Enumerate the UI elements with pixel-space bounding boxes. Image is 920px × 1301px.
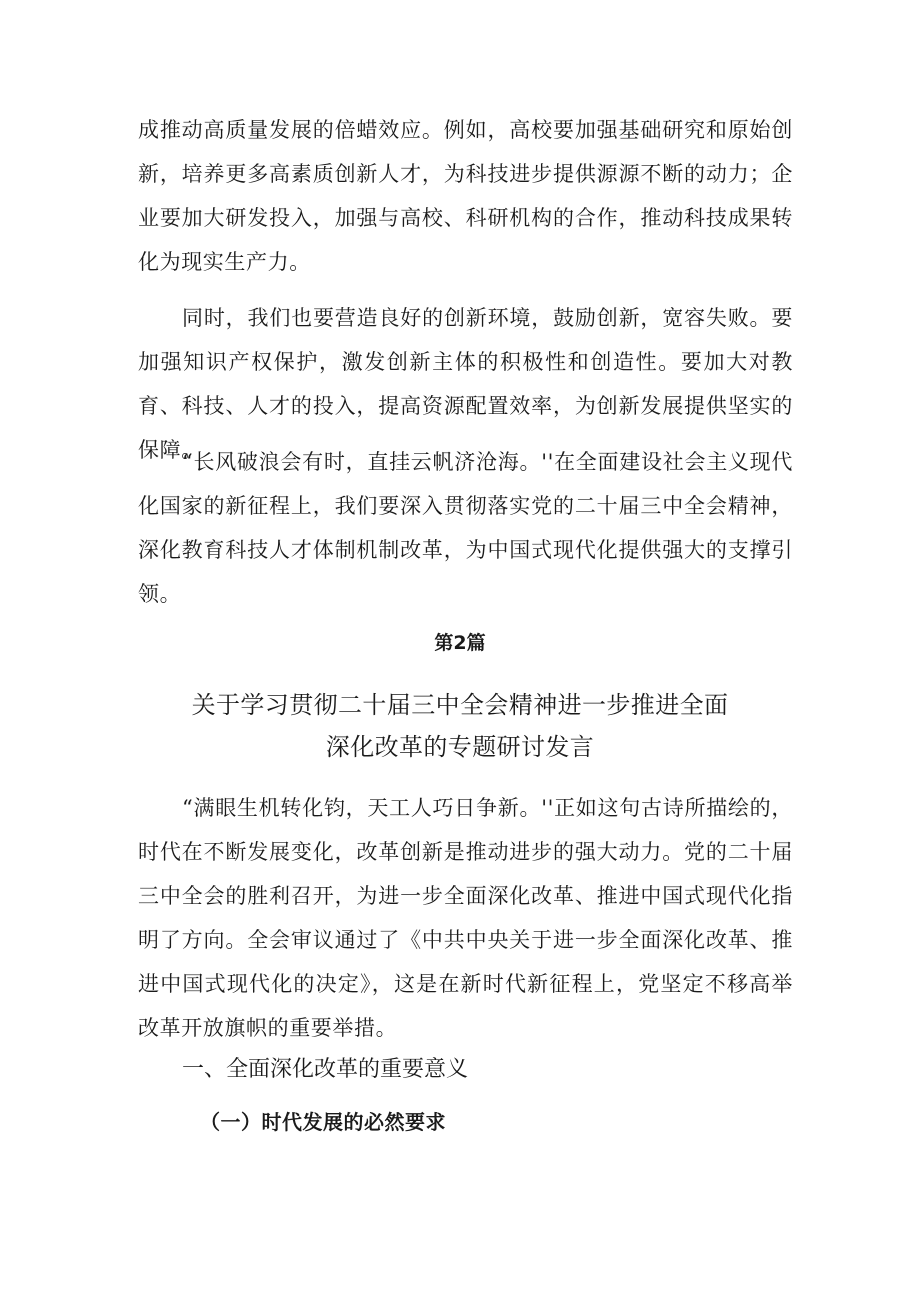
paragraph-continued: 成推动高质量发展的倍蜡效应。例如，高校要加强基础研究和原始创新，培养更多高素质创新人才，为科技进步提供源源不断的动力；企业要加大研发投入，加强与高校、科研机构的合作，推动科技成果转化为现实生产力。 bbox=[138, 118, 793, 274]
chapter-label: 第2篇 bbox=[434, 632, 486, 654]
document-title-line-2: 深化改革的专题研讨发言 bbox=[325, 733, 595, 761]
subsection-heading: （一）时代发展的必然要求 bbox=[200, 1110, 446, 1134]
paragraph-intro: “满眼生机转化钧，天工人巧日争新。''正如这句古诗所描绘的，时代在不断发展变化，改革创新是推动进步的强大动力。党的二十届三中全会的胜利召开，为进一步全面深化改革、推进中国式现代化指明了方向。全会审议通过了《中共中央关于进一步全面深化改革、推进中国式现代化的决定》，这是在新时代新征程上，党坚定不移高举改革开放旗帜的重要举措。 bbox=[138, 796, 793, 1040]
paragraph-closing-quote: “长风破浪会有时，直挂云帆济沧海。''在全面建设社会主义现代化国家的新征程上，我们要深入贯彻落实党的二十届三中全会精神，深化教育科技人才体制机制改革，为中国式现代化提供强大的支撑引领。 bbox=[138, 450, 793, 606]
document-title-line-1: 关于学习贯彻二十届三中全会精神进一步推进全面 bbox=[191, 691, 729, 719]
section-heading: 一、全面深化改革的重要意义 bbox=[182, 1057, 469, 1082]
paragraph-innovation-environment: 同时，我们也要营造良好的创新环境，鼓励创新，宽容失败。要加强知识产权保护，激发创新主体的积极性和创造性。要加大对教育、科技、人才的投入，提高资源配置效率，为创新发展提供坚实的保障。 bbox=[138, 306, 793, 462]
document-title bbox=[130, 684, 790, 768]
